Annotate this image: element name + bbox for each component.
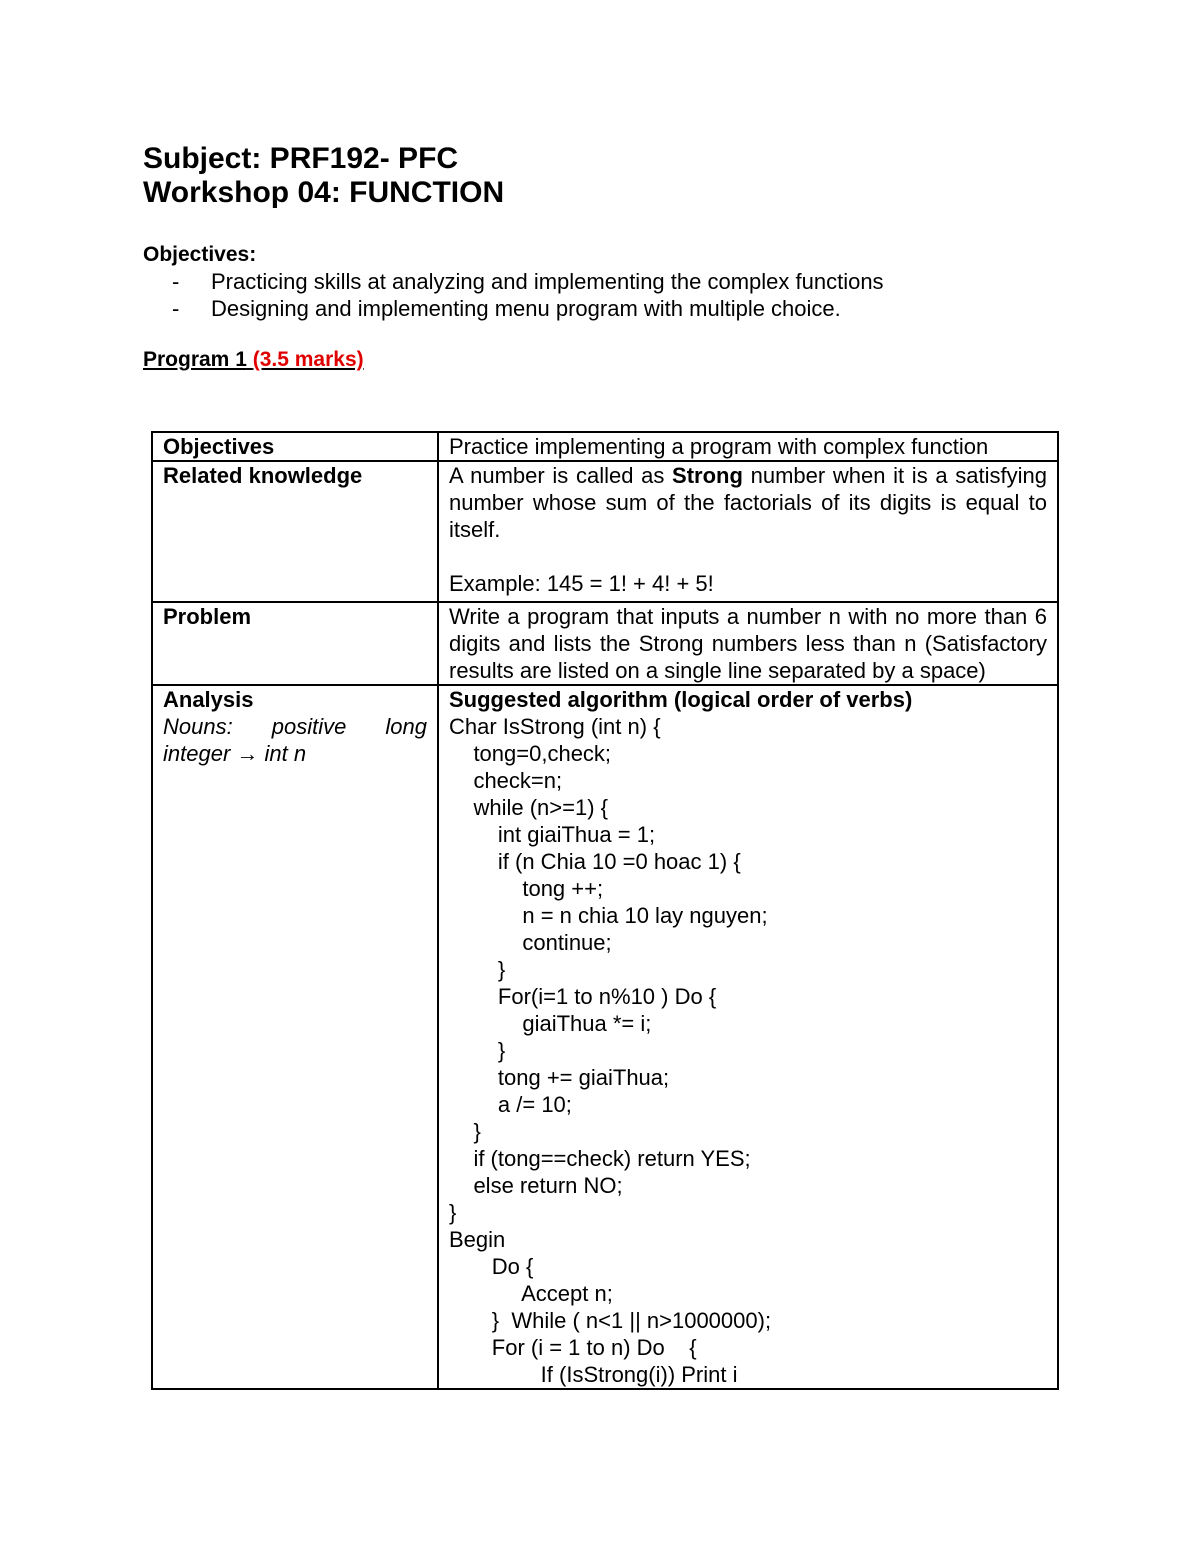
- code-line: tong ++;: [449, 876, 604, 901]
- code-line: If (IsStrong(i)) Print i: [449, 1362, 738, 1387]
- pseudocode-block: [449, 713, 1047, 1388]
- code-line: giaiThua *= i;: [449, 1011, 652, 1036]
- example-text: Example: 145 = 1! + 4! + 5!: [449, 571, 714, 596]
- code-line: else return NO;: [449, 1173, 623, 1198]
- code-line: int giaiThua = 1;: [449, 822, 656, 847]
- code-line: }: [449, 1200, 457, 1225]
- algorithm-title: Suggested algorithm (logical order of verbs): [449, 687, 913, 712]
- strong-term: Strong: [672, 463, 743, 488]
- objectives-label: Objectives: [152, 432, 438, 461]
- blank-line: [449, 543, 1047, 570]
- code-line: if (tong==check) return YES;: [449, 1146, 751, 1171]
- code-line: if (n Chia 10 =0 hoac 1) {: [449, 849, 741, 874]
- code-line: check=n;: [449, 768, 563, 793]
- analysis-label: Analysis: [163, 687, 254, 712]
- program-marks: (3.5 marks): [252, 348, 364, 371]
- related-knowledge-label: Related knowledge: [152, 461, 438, 602]
- objectives-list: [172, 268, 884, 322]
- page-title: [143, 142, 504, 210]
- code-line: Accept n;: [449, 1281, 613, 1306]
- definition-text: number when it is a satisfying number whose sum of the factorials of its digits is equal to itself.: [449, 463, 1047, 542]
- table-row-analysis: [152, 685, 1058, 1389]
- program-heading: [143, 348, 364, 372]
- code-line: }: [449, 1119, 481, 1144]
- algorithm-cell: [438, 685, 1058, 1389]
- definition-text: A number is called as: [449, 463, 673, 488]
- strong-number-definition: [449, 462, 1047, 543]
- code-line: Begin: [449, 1227, 506, 1252]
- table-row-objectives: [152, 432, 1058, 461]
- program-label: Program 1: [143, 348, 247, 371]
- objective-text: Designing and implementing menu program with multiple choice.: [211, 296, 841, 321]
- code-line: Char IsStrong (int n) {: [449, 714, 661, 739]
- analysis-cell: [152, 685, 438, 1389]
- code-line: For (i = 1 to n) Do {: [449, 1335, 697, 1360]
- objective-text: Practicing skills at analyzing and implementing the complex functions: [211, 269, 884, 294]
- task-table: [151, 431, 1059, 1390]
- code-line: n = n chia 10 lay nguyen;: [449, 903, 768, 928]
- code-line: For(i=1 to n%10 ) Do {: [449, 984, 717, 1009]
- workshop-title: Workshop 04: FUNCTION: [143, 176, 505, 209]
- table-row-problem: [152, 602, 1058, 685]
- problem-value: Write a program that inputs a number n with no more than 6 digits and lists the Strong numbers less than n (Satisfactory results are listed on a single line separated by a space): [438, 602, 1058, 685]
- objectives-value: Practice implementing a program with complex function: [438, 432, 1058, 461]
- subject-title: Subject: PRF192- PFC: [143, 142, 459, 175]
- problem-label: Problem: [152, 602, 438, 685]
- list-dash: -: [172, 269, 180, 294]
- code-line: }: [449, 1038, 506, 1063]
- objectives-heading: Objectives:: [143, 243, 257, 266]
- list-dash: -: [172, 296, 180, 321]
- related-knowledge-value: [438, 461, 1058, 602]
- code-line: tong += giaiThua;: [449, 1065, 670, 1090]
- nouns-note: Nouns: positive long integer → int n: [163, 714, 427, 766]
- code-line: Do {: [449, 1254, 534, 1279]
- code-line: tong=0,check;: [449, 741, 612, 766]
- code-line: }: [449, 957, 506, 982]
- code-line: } While ( n<1 || n>1000000);: [449, 1308, 772, 1333]
- table-row-related-knowledge: [152, 461, 1058, 602]
- code-line: while (n>=1) {: [449, 795, 608, 820]
- code-line: continue;: [449, 930, 612, 955]
- objective-item: [172, 295, 884, 322]
- objective-item: [172, 268, 884, 295]
- code-line: a /= 10;: [449, 1092, 572, 1117]
